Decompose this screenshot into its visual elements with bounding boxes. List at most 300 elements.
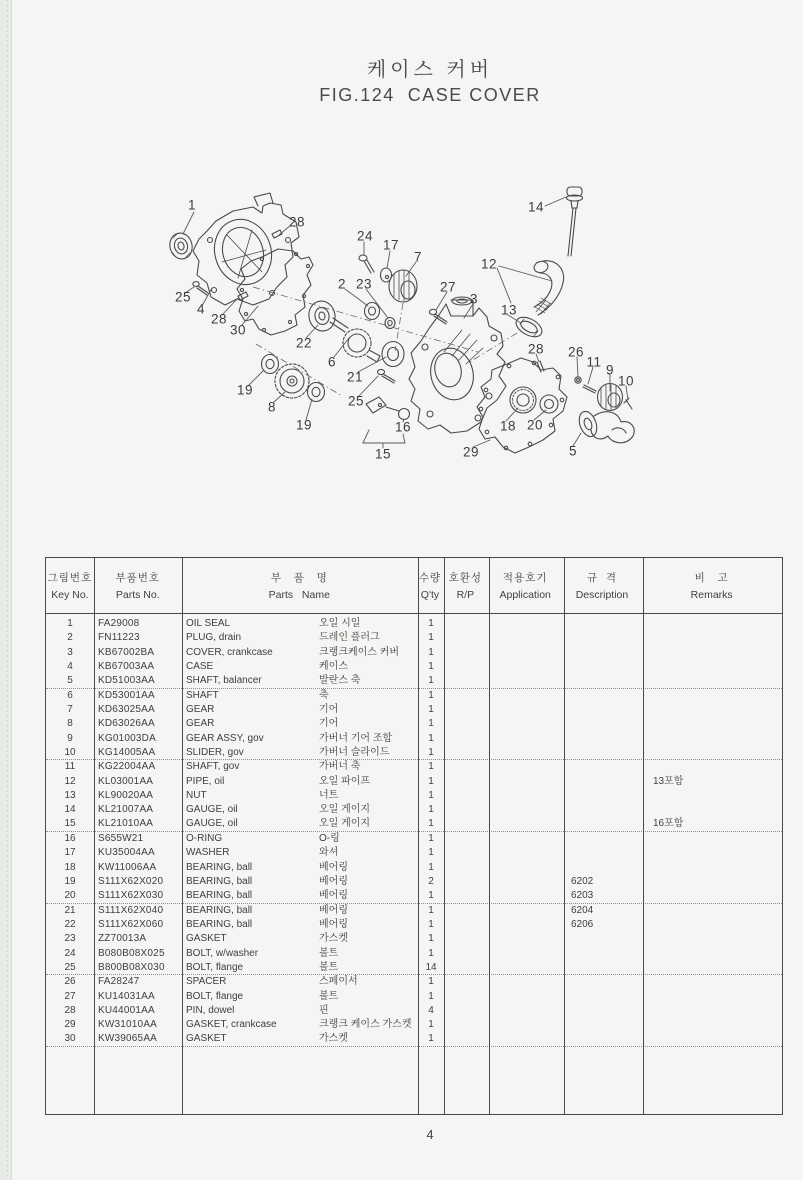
cell-name (182, 875, 418, 889)
callout-3: 3 (469, 291, 479, 307)
cell-qty: 1 (428, 618, 434, 630)
column-header-korean: 부품번호 (115, 572, 161, 584)
leader-lines (183, 197, 628, 448)
table-row (46, 646, 782, 660)
seal-20 (540, 395, 558, 413)
part-name-english: WASHER (186, 847, 230, 859)
table-row (46, 775, 782, 789)
part-name-korean: O-링 (319, 833, 340, 845)
callout-23: 23 (355, 276, 373, 292)
part-name-korean: 기어 (319, 704, 339, 716)
table-row (46, 889, 782, 903)
crankcase-3 (409, 297, 506, 433)
part-name-english: GASKET (186, 933, 227, 945)
bearing-19-a (262, 355, 279, 374)
table-row (46, 746, 782, 760)
part-name-korean: 오일 게이지 (319, 818, 371, 830)
part-name-english: PIN, dowel (186, 1005, 235, 1017)
column-header-english: R/P (456, 589, 475, 601)
part-name-korean: 가버너 축 (319, 761, 361, 773)
cell-name (182, 674, 418, 688)
cell-qty: 1 (428, 646, 434, 658)
cell-part: S111X62X060 (98, 919, 164, 931)
page-number: 4 (426, 1127, 434, 1142)
table-row (46, 861, 782, 875)
column-header (563, 558, 642, 613)
cell-qty: 1 (428, 790, 434, 802)
part-name-english: GAUGE, oil (186, 818, 238, 830)
gasket-30 (237, 249, 313, 335)
cell-key: 30 (64, 1033, 76, 1045)
cell-name (182, 760, 418, 774)
part-name-english: GEAR ASSY, gov (186, 732, 264, 744)
spacer-26 (575, 377, 581, 383)
cell-key: 18 (64, 861, 76, 873)
cell-name (182, 717, 418, 731)
cell-part: S111X62X030 (98, 889, 164, 901)
cell-key: 2 (67, 632, 73, 644)
cell-key: 8 (67, 718, 73, 730)
balancer-shaft-5 (576, 409, 634, 443)
cell-name (182, 1018, 418, 1032)
cell-part: KG01003DA (98, 732, 156, 744)
cell-part: KW31010AA (98, 1019, 158, 1031)
table-row (46, 789, 782, 803)
cell-part: FA28247 (98, 976, 140, 988)
table-row (46, 760, 782, 774)
cell-part: KW11006AA (98, 861, 157, 873)
cell-part: KL21007AA (98, 804, 154, 816)
part-name-korean: 볼트 (319, 961, 339, 973)
column-header-english: Q'ty (420, 589, 440, 601)
cell-name (182, 817, 418, 831)
cell-key: 28 (64, 1005, 76, 1017)
cell-name (182, 861, 418, 875)
callout-8: 8 (267, 399, 277, 415)
callout-10: 10 (617, 373, 635, 389)
oil-gauge-14 (567, 187, 583, 256)
cell-part: KG22004AA (98, 761, 156, 773)
table-row (46, 1033, 782, 1047)
cell-key: 25 (64, 961, 76, 973)
table-row (46, 631, 782, 645)
callout-12: 12 (480, 256, 498, 272)
part-name-english: BEARING, ball (186, 919, 253, 931)
table-row (46, 932, 782, 946)
cell-key: 11 (64, 761, 76, 773)
table-row (46, 918, 782, 932)
part-name-korean: 볼트 (319, 990, 339, 1002)
column-header (488, 558, 563, 613)
callout-6: 6 (327, 354, 337, 370)
column-divider (643, 558, 644, 1114)
cell-qty: 1 (428, 990, 434, 1002)
callout-4: 4 (196, 301, 206, 317)
cell-name (182, 889, 418, 903)
cell-qty: 1 (428, 775, 434, 787)
exploded-diagram (140, 172, 700, 488)
part-name-english: BOLT, flange (186, 961, 244, 973)
column-header (46, 558, 94, 613)
callout-11: 11 (586, 354, 602, 370)
part-name-english: BEARING, ball (186, 861, 253, 873)
cell-name (182, 832, 418, 846)
cell-name (182, 646, 418, 660)
cell-part: KU44001AA (98, 1005, 155, 1017)
part-name-english: GASKET (186, 1033, 227, 1045)
callout-26: 26 (567, 344, 585, 360)
cell-name (182, 947, 418, 961)
table-row (46, 975, 782, 989)
cell-qty: 1 (428, 689, 434, 701)
callout-21: 21 (346, 369, 364, 385)
part-name-english: COVER, crankcase (186, 646, 273, 658)
part-name-english: BEARING, ball (186, 904, 253, 916)
cell-part: FA29008 (98, 618, 140, 630)
part-name-korean: 너트 (319, 790, 339, 802)
part-name-english: BEARING, ball (186, 889, 253, 901)
cell-key: 7 (67, 704, 73, 716)
callout-20: 20 (526, 417, 544, 433)
cell-name (182, 975, 418, 989)
cell-part: FN11223 (98, 632, 140, 644)
cell-key: 22 (64, 919, 76, 931)
gear-7 (389, 270, 417, 302)
part-name-korean: 오일 파이프 (319, 775, 371, 787)
page-title-korean: 케이스 커버 (366, 59, 494, 81)
cell-qty: 1 (428, 976, 434, 988)
part-name-english: BOLT, flange (186, 990, 244, 1002)
part-name-korean: 기어 (319, 718, 339, 730)
column-divider (489, 558, 490, 1114)
cell-name (182, 1032, 418, 1046)
parts-table (45, 557, 783, 1115)
cell-part: KU14031AA (98, 990, 155, 1002)
seal-13 (513, 313, 545, 340)
table-row (46, 717, 782, 731)
part-name-english: PIPE, oil (186, 775, 225, 787)
cell-key: 14 (64, 804, 76, 816)
part-name-korean: 크랭크케이스 커버 (319, 646, 400, 658)
cell-part: KD51003AA (98, 674, 155, 686)
cell-part: KU35004AA (98, 847, 155, 859)
cell-name (182, 846, 418, 860)
callout-24: 24 (356, 228, 374, 244)
cell-rem: 13포함 (653, 775, 684, 787)
part-name-korean: 가스켓 (319, 1033, 348, 1045)
cell-key: 23 (64, 933, 76, 945)
column-header-korean: 호환성 (448, 572, 483, 584)
column-header-english: Parts Name (268, 589, 330, 601)
part-name-english: GEAR (186, 704, 215, 716)
part-name-english: GASKET, crankcase (186, 1019, 277, 1031)
cell-key: 10 (64, 746, 76, 758)
bearing-18 (510, 387, 536, 413)
part-name-korean: 베어링 (319, 919, 348, 931)
column-header (182, 558, 417, 613)
cell-key: 5 (67, 674, 73, 686)
table-row (46, 617, 782, 631)
cell-qty: 2 (428, 876, 434, 888)
callout-9: 9 (605, 362, 615, 378)
column-header-korean: 부 품 명 (270, 572, 328, 584)
table-row (46, 674, 782, 688)
cell-key: 15 (64, 818, 76, 830)
cell-name (182, 660, 418, 674)
cell-rem: 16포함 (653, 818, 684, 830)
part-name-korean: 핀 (319, 1005, 329, 1017)
table-row (46, 1004, 782, 1018)
cell-name (182, 617, 418, 631)
callout-28: 28 (210, 311, 228, 327)
part-name-english: GEAR (186, 718, 215, 730)
cell-key: 19 (64, 876, 76, 888)
column-divider (418, 558, 419, 1114)
table-row (46, 961, 782, 975)
cell-name (182, 789, 418, 803)
cell-qty: 1 (428, 947, 434, 959)
column-divider (94, 558, 95, 1114)
bearing-19-b (308, 383, 325, 402)
cell-name (182, 803, 418, 817)
part-name-korean: 베어링 (319, 861, 348, 873)
cell-qty: 1 (428, 1019, 434, 1031)
callout-25: 25 (347, 393, 365, 409)
cell-part: B080B08X025 (98, 947, 165, 959)
callout-19: 19 (236, 382, 254, 398)
part-name-korean: 베어링 (319, 889, 348, 901)
column-header-english: Description (575, 589, 629, 601)
callout-13: 13 (500, 302, 518, 318)
cell-part: S655W21 (98, 833, 144, 845)
table-row (46, 875, 782, 889)
cell-key: 4 (67, 661, 73, 673)
part-name-english: SHAFT, balancer (186, 674, 262, 686)
cell-qty: 1 (428, 632, 434, 644)
governor-slider-15 (366, 397, 399, 413)
cell-part: S111X62X020 (98, 876, 164, 888)
part-name-korean: 오일 게이지 (319, 804, 371, 816)
part-name-english: BOLT, w/washer (186, 947, 259, 959)
column-header-korean: 비 고 (694, 572, 729, 584)
cell-qty: 1 (428, 746, 434, 758)
column-header-korean: 적용호기 (502, 572, 548, 584)
table-row (46, 990, 782, 1004)
cell-key: 13 (64, 790, 76, 802)
column-header-korean: 그림번호 (47, 572, 93, 584)
table-row (46, 803, 782, 817)
cell-name (182, 904, 418, 918)
cell-name (182, 932, 418, 946)
table-row (46, 732, 782, 746)
cell-key: 16 (64, 833, 76, 845)
cell-qty: 1 (428, 674, 434, 686)
column-header (641, 558, 782, 613)
cell-part: KW39065AA (98, 1033, 158, 1045)
cell-key: 20 (64, 889, 76, 901)
column-divider (182, 558, 183, 1114)
cover-4 (193, 193, 299, 305)
part-name-korean: 축 (319, 689, 329, 701)
cell-key: 27 (64, 990, 76, 1002)
page-title-figure: FIG.124 CASE COVER (319, 85, 541, 105)
cell-desc: 6206 (571, 919, 594, 931)
part-name-korean: 베어링 (319, 904, 348, 916)
part-name-korean: 드레인 플러그 (319, 632, 380, 644)
cell-name (182, 689, 418, 703)
bolt-25-center (378, 369, 396, 383)
callout-15: 15 (374, 446, 392, 462)
callout-27: 27 (439, 279, 457, 295)
cell-part: KL03001AA (98, 775, 154, 787)
callout-17: 17 (382, 237, 400, 253)
part-name-korean: 볼트 (319, 947, 339, 959)
cell-qty: 1 (428, 1033, 434, 1045)
cell-part: KB67003AA (98, 661, 155, 673)
cell-key: 17 (64, 847, 76, 859)
cell-qty: 1 (428, 732, 434, 744)
part-name-korean: 케이스 (319, 661, 348, 673)
cell-name (182, 1004, 418, 1018)
callout-28: 28 (527, 341, 545, 357)
part-name-korean: 베어링 (319, 876, 348, 888)
cell-part: KL90020AA (98, 790, 154, 802)
cell-key: 3 (67, 646, 73, 658)
cell-part: KG14005AA (98, 746, 156, 758)
column-header-english: Parts No. (115, 589, 160, 601)
cell-name (182, 918, 418, 932)
cell-qty: 1 (428, 861, 434, 873)
cell-name (182, 775, 418, 789)
cell-part: B800B08X030 (98, 961, 165, 973)
cell-part: KD53001AA (98, 689, 155, 701)
cell-part: S111X62X040 (98, 904, 164, 916)
callout-25: 25 (174, 289, 192, 305)
cell-qty: 1 (428, 847, 434, 859)
column-header (94, 558, 182, 613)
cell-key: 6 (67, 689, 73, 701)
cell-qty: 1 (428, 704, 434, 716)
cell-qty: 1 (428, 818, 434, 830)
oil-seal-1 (167, 231, 195, 262)
cell-qty: 1 (428, 718, 434, 730)
cell-part: KB67002BA (98, 646, 155, 658)
column-header-english: Application (499, 589, 551, 601)
part-name-korean: 발란스 축 (319, 674, 361, 686)
bolt-25-left (193, 282, 208, 295)
scan-edge-strip (0, 0, 12, 1180)
pin-11 (583, 385, 596, 393)
cell-name (182, 732, 418, 746)
cell-key: 21 (64, 904, 76, 916)
part-name-english: SPACER (186, 976, 227, 988)
column-header (443, 558, 488, 613)
part-name-english: SHAFT, gov (186, 761, 240, 773)
callout-30: 30 (229, 322, 247, 338)
part-name-english: O-RING (186, 833, 223, 845)
callout-19: 19 (295, 417, 313, 433)
cell-desc: 6203 (571, 889, 594, 901)
table-row (46, 904, 782, 918)
callout-1: 1 (187, 197, 197, 213)
table-row (46, 947, 782, 961)
shaft-gear-6 (330, 318, 380, 362)
cell-desc: 6202 (571, 876, 594, 888)
cell-desc: 6204 (571, 904, 594, 916)
cell-part: KD63026AA (98, 718, 155, 730)
callout-18: 18 (499, 418, 517, 434)
cell-key: 12 (64, 775, 76, 787)
cell-part: KL21010AA (98, 818, 154, 830)
callout-5: 5 (568, 443, 578, 459)
column-header-korean: 규 격 (586, 572, 618, 584)
bolt-27 (429, 309, 447, 324)
callout-7: 7 (413, 249, 423, 265)
cell-part: ZZ70013A (98, 933, 147, 945)
washer-23 (385, 318, 395, 329)
part-name-korean: 가스켓 (319, 933, 348, 945)
column-header-english: Key No. (51, 589, 89, 601)
cell-part: KD63025AA (98, 704, 155, 716)
cell-qty: 1 (428, 889, 434, 901)
callout-2: 2 (337, 276, 347, 292)
table-header (46, 558, 782, 614)
cell-qty: 4 (428, 1005, 434, 1017)
cell-qty: 1 (428, 761, 434, 773)
cell-qty: 1 (428, 904, 434, 916)
part-name-korean: 가버너 슬라이드 (319, 746, 390, 758)
gear-8 (275, 364, 309, 398)
cell-key: 24 (64, 947, 76, 959)
callout-29: 29 (462, 444, 480, 460)
table-row (46, 846, 782, 860)
part-name-korean: 크랭크 케이스 가스켓 (319, 1019, 412, 1031)
table-row (46, 832, 782, 846)
part-name-korean: 스페이서 (319, 976, 358, 988)
part-name-english: CASE (186, 661, 214, 673)
part-name-english: NUT (186, 790, 207, 802)
part-name-english: BEARING, ball (186, 876, 253, 888)
cell-qty: 1 (428, 804, 434, 816)
part-name-korean: 오일 시일 (319, 618, 361, 630)
cell-qty: 1 (428, 933, 434, 945)
part-name-english: SHAFT (186, 689, 219, 701)
column-header (417, 558, 443, 613)
bolt-24 (359, 255, 374, 273)
cell-name (182, 990, 418, 1004)
cell-name (182, 961, 418, 975)
bearing-21 (382, 342, 404, 367)
cell-name (182, 703, 418, 717)
table-row (46, 689, 782, 703)
cell-qty: 1 (428, 833, 434, 845)
part-name-korean: 와셔 (319, 847, 339, 859)
part-name-english: PLUG, drain (186, 632, 242, 644)
callout-28: 28 (288, 214, 306, 230)
cell-name (182, 631, 418, 645)
oil-pipe-12 (533, 260, 564, 315)
part-name-english: SLIDER, gov (186, 746, 244, 758)
table-row (46, 1018, 782, 1032)
part-name-english: GAUGE, oil (186, 804, 238, 816)
cell-key: 29 (64, 1019, 76, 1031)
part-name-korean: 가버너 기어 조합 (319, 732, 393, 744)
o-ring-16 (399, 409, 410, 420)
cell-qty: 1 (428, 661, 434, 673)
column-divider (564, 558, 565, 1114)
column-divider (444, 558, 445, 1114)
cell-name (182, 746, 418, 760)
